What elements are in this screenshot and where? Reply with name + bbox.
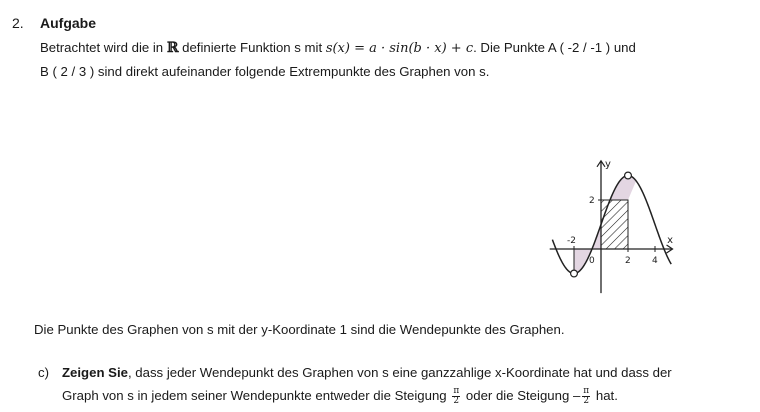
function-graph: [484, 150, 756, 298]
extreme-point-a: [571, 270, 578, 277]
tick-label-2-y: 2: [589, 196, 595, 206]
fraction-numerator-2: π: [583, 386, 590, 396]
fraction-numerator: π: [453, 386, 460, 396]
task-number: 2.: [12, 15, 24, 31]
part-c-text-2b: oder die Steigung –: [465, 387, 581, 403]
tick-label-zero: 0: [589, 256, 595, 266]
x-axis-label: x: [667, 235, 674, 246]
part-c-text-2c: hat.: [595, 387, 618, 403]
extreme-point-b: [625, 172, 632, 179]
part-c-bold: Zeigen Sie: [62, 365, 128, 380]
fraction-pi-over-2: [452, 387, 460, 406]
intro-text-a: Betrachtet wird die in: [40, 40, 164, 55]
tick-label-2-x: 2: [625, 256, 631, 266]
fraction-denominator-2: 2: [583, 396, 590, 406]
shaded-region-top: [601, 176, 636, 201]
y-axis-label: y: [605, 158, 611, 170]
fraction-neg-pi-over-2: [582, 387, 590, 406]
intro-line-1: [40, 40, 636, 56]
real-numbers-symbol: ℝ: [166, 40, 179, 56]
inflection-paragraph: Die Punkte des Graphen von s mit der y-Koordinate 1 sind die Wendepunkte des Graphen.: [34, 322, 565, 337]
intro-text-c: . Die Punkte A ( -2 / -1 ) und: [473, 40, 636, 55]
task-title: Aufgabe: [40, 15, 96, 31]
intro-line-2: B ( 2 / 3 ) sind direkt aufeinander folgende Extrempunkte des Graphen von s.: [40, 64, 490, 79]
part-c-line-1: [62, 365, 672, 380]
part-c-text-1: , dass jeder Wendepunkt des Graphen von s eine ganzzahlige x-Koordinate hat und dass der: [127, 365, 672, 380]
part-c-line-2: [62, 387, 618, 406]
function-formula: s(x) = a · sin(b · x) + c: [325, 41, 474, 56]
tick-label-neg2: -2: [567, 236, 576, 246]
fraction-denominator: 2: [453, 396, 460, 406]
hatched-rectangle: [601, 200, 628, 249]
tick-label-4-x: 4: [652, 256, 658, 266]
part-c-label: c): [38, 365, 49, 380]
intro-text-b: definierte Funktion s mit: [182, 40, 323, 55]
part-c-text-2a: Graph von s in jedem seiner Wendepunkte entweder die Steigung: [62, 387, 447, 403]
